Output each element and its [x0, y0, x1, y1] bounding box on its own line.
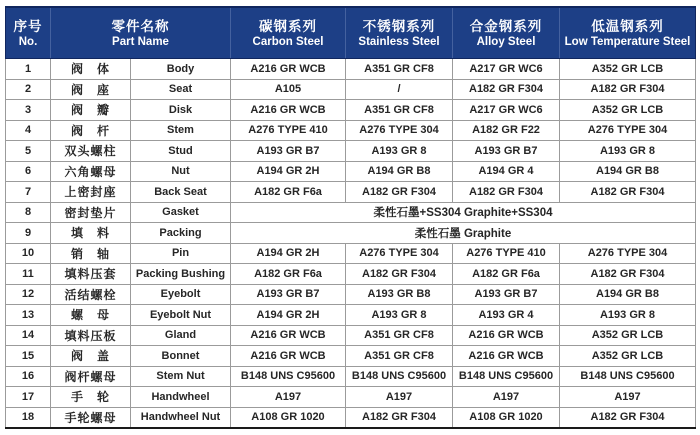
material-cell: A182 GR F304 [346, 182, 453, 203]
material-cell: A276 TYPE 410 [231, 120, 346, 141]
material-cell: A182 GR F304 [560, 264, 696, 285]
part-name-zh-cell: 填 料 [51, 223, 131, 244]
part-name-zh-cell: 螺 母 [51, 305, 131, 326]
material-cell: A276 TYPE 304 [346, 243, 453, 264]
part-name-zh-cell: 手 轮 [51, 387, 131, 408]
row-number-cell: 14 [6, 325, 51, 346]
material-cell: A193 GR 4 [453, 305, 560, 326]
header-alloy-steel [453, 7, 560, 59]
part-name-zh-cell: 填料压套 [51, 264, 131, 285]
row-number-cell: 9 [6, 223, 51, 244]
table-row [6, 182, 696, 203]
material-cell: B148 UNS C95600 [453, 366, 560, 387]
part-name-en-cell: Nut [131, 161, 231, 182]
material-cell: A194 GR 4 [453, 161, 560, 182]
material-cell: A193 GR 8 [346, 305, 453, 326]
row-number-cell: 1 [6, 59, 51, 80]
material-cell: A216 GR WCB [453, 346, 560, 367]
part-name-zh-cell: 阀 座 [51, 79, 131, 100]
material-cell: A216 GR WCB [231, 59, 346, 80]
table-header [6, 7, 696, 59]
part-name-zh-cell: 密封垫片 [51, 202, 131, 223]
part-name-en-cell: Gland [131, 325, 231, 346]
table-row [6, 305, 696, 326]
material-cell: A351 GR CF8 [346, 59, 453, 80]
part-name-zh-cell: 活结螺栓 [51, 284, 131, 305]
header-part-name-en: Part Name [112, 35, 169, 48]
part-name-en-cell: Handwheel Nut [131, 407, 231, 428]
part-name-en-cell: Stud [131, 141, 231, 162]
table-row [6, 120, 696, 141]
part-name-zh-cell: 上密封座 [51, 182, 131, 203]
part-name-zh-cell: 销 轴 [51, 243, 131, 264]
material-cell: A217 GR WC6 [453, 100, 560, 121]
materials-table [5, 6, 696, 429]
row-number-cell: 7 [6, 182, 51, 203]
material-cell: A194 GR B8 [560, 161, 696, 182]
table-row [6, 407, 696, 428]
material-cell: A193 GR B7 [453, 141, 560, 162]
table-row [6, 202, 696, 223]
material-cell: A276 TYPE 304 [346, 120, 453, 141]
material-cell: A193 GR B7 [231, 284, 346, 305]
material-cell: A216 GR WCB [453, 325, 560, 346]
material-cell: A193 GR 8 [560, 141, 696, 162]
header-no-en: No. [18, 35, 38, 48]
part-name-zh-cell: 手轮螺母 [51, 407, 131, 428]
table-row [6, 223, 696, 244]
header-part-name-zh: 零件名称 [111, 18, 170, 34]
header-carbon-steel-en: Carbon Steel [252, 35, 324, 48]
material-cell: A182 GR F6a [453, 264, 560, 285]
material-cell: A194 GR B8 [346, 161, 453, 182]
header-low-temp-steel-en: Low Temperature Steel [564, 35, 691, 48]
material-cell: A352 GR LCB [560, 100, 696, 121]
table-row [6, 284, 696, 305]
part-name-zh-cell: 阀杆螺母 [51, 366, 131, 387]
material-cell: A276 TYPE 410 [453, 243, 560, 264]
part-name-zh-cell: 阀 瓣 [51, 100, 131, 121]
part-name-en-cell: Disk [131, 100, 231, 121]
material-cell: A197 [560, 387, 696, 408]
header-no-zh: 序号 [13, 18, 43, 34]
table-row [6, 325, 696, 346]
header-alloy-steel-zh: 合金钢系列 [469, 18, 543, 34]
part-name-en-cell: Stem [131, 120, 231, 141]
header-low-temp-steel [560, 7, 696, 59]
material-cell: A197 [231, 387, 346, 408]
header-row [6, 7, 696, 59]
row-number-cell: 16 [6, 366, 51, 387]
row-number-cell: 6 [6, 161, 51, 182]
material-cell: A193 GR B7 [453, 284, 560, 305]
part-name-en-cell: Stem Nut [131, 366, 231, 387]
material-cell: A351 GR CF8 [346, 100, 453, 121]
row-number-cell: 8 [6, 202, 51, 223]
table-row [6, 161, 696, 182]
material-cell: A352 GR LCB [560, 59, 696, 80]
table-row [6, 79, 696, 100]
row-number-cell: 18 [6, 407, 51, 428]
material-cell: A194 GR 2H [231, 305, 346, 326]
part-name-en-cell: Bonnet [131, 346, 231, 367]
row-number-cell: 12 [6, 284, 51, 305]
header-stainless-steel [346, 7, 453, 59]
table-row [6, 100, 696, 121]
part-name-zh-cell: 阀 杆 [51, 120, 131, 141]
row-number-cell: 2 [6, 79, 51, 100]
row-number-cell: 10 [6, 243, 51, 264]
material-cell: A194 GR 2H [231, 243, 346, 264]
material-cell: A108 GR 1020 [453, 407, 560, 428]
table-row [6, 366, 696, 387]
table-row [6, 59, 696, 80]
material-cell: A194 GR B8 [560, 284, 696, 305]
merged-material-cell: 柔性石墨+SS304 Graphite+SS304 [231, 202, 696, 223]
material-cell: A216 GR WCB [231, 325, 346, 346]
material-cell: A193 GR 8 [346, 141, 453, 162]
material-cell: A182 GR F304 [453, 79, 560, 100]
header-stainless-steel-en: Stainless Steel [358, 35, 440, 48]
row-number-cell: 4 [6, 120, 51, 141]
material-cell: A352 GR LCB [560, 325, 696, 346]
material-cell: A276 TYPE 304 [560, 120, 696, 141]
table-row [6, 141, 696, 162]
material-cell: B148 UNS C95600 [346, 366, 453, 387]
material-cell: A216 GR WCB [231, 346, 346, 367]
part-name-en-cell: Back Seat [131, 182, 231, 203]
material-cell: A105 [231, 79, 346, 100]
material-cell: A197 [346, 387, 453, 408]
header-low-temp-steel-zh: 低温钢系列 [591, 18, 664, 34]
material-cell: A182 GR F304 [560, 79, 696, 100]
material-cell: A182 GR F304 [560, 182, 696, 203]
row-number-cell: 17 [6, 387, 51, 408]
merged-material-cell: 柔性石墨 Graphite [231, 223, 696, 244]
part-name-en-cell: Packing Bushing [131, 264, 231, 285]
material-cell: A216 GR WCB [231, 100, 346, 121]
material-cell: A182 GR F304 [560, 407, 696, 428]
material-cell: B148 UNS C95600 [560, 366, 696, 387]
part-name-en-cell: Eyebolt [131, 284, 231, 305]
part-name-zh-cell: 双头螺柱 [51, 141, 131, 162]
material-cell: A182 GR F6a [231, 182, 346, 203]
material-cell: A194 GR 2H [231, 161, 346, 182]
part-name-en-cell: Packing [131, 223, 231, 244]
header-stainless-steel-zh: 不锈钢系列 [362, 18, 436, 34]
part-name-en-cell: Handwheel [131, 387, 231, 408]
row-number-cell: 3 [6, 100, 51, 121]
table-body [6, 59, 696, 429]
row-number-cell: 13 [6, 305, 51, 326]
material-cell: A351 GR CF8 [346, 346, 453, 367]
material-cell: A182 GR F304 [346, 264, 453, 285]
material-cell: A182 GR F304 [346, 407, 453, 428]
material-cell: A217 GR WC6 [453, 59, 560, 80]
part-name-en-cell: Body [131, 59, 231, 80]
table-row [6, 346, 696, 367]
row-number-cell: 11 [6, 264, 51, 285]
row-number-cell: 15 [6, 346, 51, 367]
header-alloy-steel-en: Alloy Steel [476, 35, 536, 48]
material-cell: A276 TYPE 304 [560, 243, 696, 264]
material-cell: A193 GR B8 [346, 284, 453, 305]
material-cell: A197 [453, 387, 560, 408]
material-cell: A352 GR LCB [560, 346, 696, 367]
material-cell: A193 GR B7 [231, 141, 346, 162]
part-name-en-cell: Pin [131, 243, 231, 264]
material-cell: A193 GR 8 [560, 305, 696, 326]
table-row [6, 387, 696, 408]
material-cell: A182 GR F6a [231, 264, 346, 285]
part-name-zh-cell: 阀 盖 [51, 346, 131, 367]
material-cell: A182 GR F22 [453, 120, 560, 141]
part-name-en-cell: Gasket [131, 202, 231, 223]
header-part-name [51, 7, 231, 59]
material-cell: B148 UNS C95600 [231, 366, 346, 387]
material-cell: A182 GR F304 [453, 182, 560, 203]
table-row [6, 264, 696, 285]
part-name-zh-cell: 填料压板 [51, 325, 131, 346]
part-name-zh-cell: 六角螺母 [51, 161, 131, 182]
material-cell: / [346, 79, 453, 100]
row-number-cell: 5 [6, 141, 51, 162]
header-carbon-steel [231, 7, 346, 59]
part-name-en-cell: Eyebolt Nut [131, 305, 231, 326]
table-row [6, 243, 696, 264]
header-carbon-steel-zh: 碳钢系列 [259, 18, 317, 34]
part-name-zh-cell: 阀 体 [51, 59, 131, 80]
header-no [6, 7, 51, 59]
material-cell: A351 GR CF8 [346, 325, 453, 346]
material-cell: A108 GR 1020 [231, 407, 346, 428]
part-name-en-cell: Seat [131, 79, 231, 100]
